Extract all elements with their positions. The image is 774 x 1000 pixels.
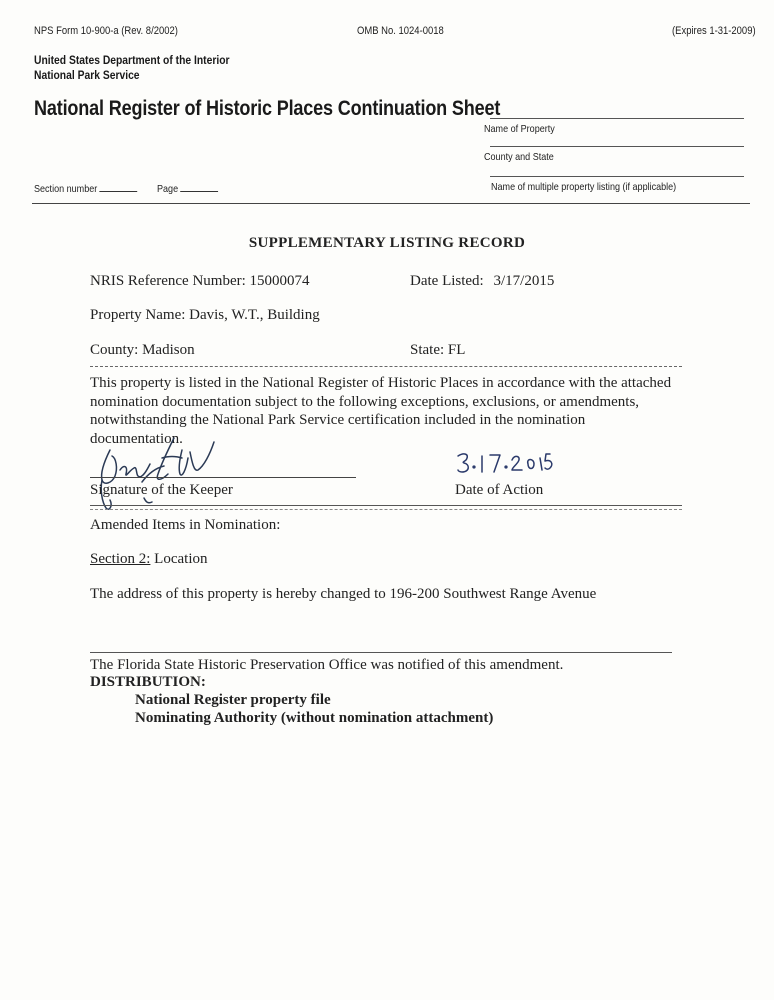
section-number-field [34,181,138,195]
county [90,342,195,359]
page-label: Page [157,183,179,195]
date-listed-value: 3/17/2015 [493,273,555,289]
notice-divider [90,652,672,653]
page-field [157,181,218,195]
amended-section-value: Location [154,551,208,567]
header-divider [32,203,750,204]
county-value: Madison [142,342,195,358]
multiple-listing-label: Name of multiple property listing (if applicable) [491,181,677,193]
property-name-label: Property Name: [90,307,186,323]
county-state-line [490,146,744,147]
nris-label: NRIS Reference Number: [90,273,246,289]
date-listed [410,273,554,290]
state-value: FL [447,342,466,358]
signature-divider-bottom [90,509,682,510]
section-number-label: Section number [34,183,98,195]
expiration-date: (Expires 1-31-2009) [672,25,756,37]
section-number-blank [100,181,138,192]
department-name: United States Department of the Interior [34,53,230,67]
page-title: National Register of Historic Places Continuation Sheet [34,97,501,120]
page-blank [181,181,219,192]
statement-line: nomination documentation subject to the following exceptions, exclusions, or amendments, [90,394,640,410]
form-number: NPS Form 10-900-a (Rev. 8/2002) [34,25,178,37]
notice-text: The Florida State Historic Preservation Office was notified of this amendment. [90,657,564,673]
name-of-property-line [490,118,744,119]
dashed-divider [90,366,682,367]
statement-line: This property is listed in the National Register of Historic Places in accordance with the attached [90,375,672,391]
state-label: State: [410,342,445,358]
name-of-property-label: Name of Property [484,123,555,135]
property-name-value: Davis, W.T., Building [189,307,320,323]
signature-caption: Signature of the Keeper [90,482,233,498]
amended-section [90,551,208,568]
signature-line [90,477,356,478]
statement-line: documentation. [90,431,183,447]
state [410,342,465,359]
date-listed-label: Date Listed: [410,273,484,289]
nris-value: 15000074 [249,273,310,289]
amended-section-label: Section 2: [90,551,151,567]
signature-divider-top [90,505,682,506]
distribution-label: DISTRIBUTION: [90,674,206,690]
omb-number: OMB No. 1024-0018 [357,25,444,37]
date-of-action-caption: Date of Action [455,482,544,498]
county-state-label: County and State [484,151,554,163]
handwritten-date [456,448,556,478]
agency-name: National Park Service [34,68,140,82]
nris-reference [90,273,310,290]
multiple-listing-line [490,176,744,177]
property-name [90,307,320,324]
county-label: County: [90,342,139,358]
statement-line: notwithstanding the National Park Service certification included in the nomination [90,412,586,428]
distribution-item: Nominating Authority (without nomination attachment) [135,710,494,726]
record-heading: SUPPLEMENTARY LISTING RECORD [248,235,526,251]
distribution-item: National Register property file [135,692,331,708]
amended-items-label: Amended Items in Nomination: [90,517,281,533]
amendment-text: The address of this property is hereby changed to 196-200 Southwest Range Avenue [90,586,597,602]
